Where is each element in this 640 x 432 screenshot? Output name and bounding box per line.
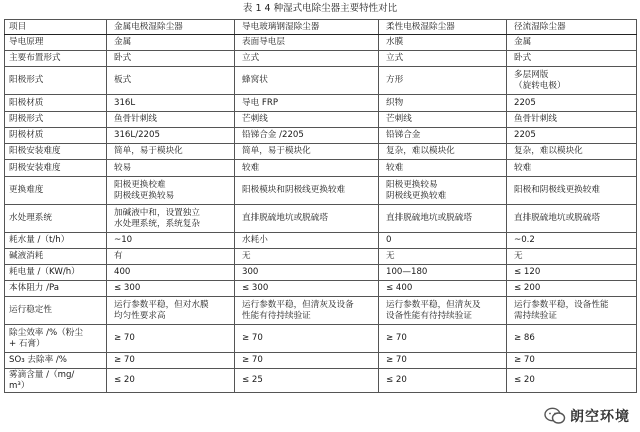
row-label-cell: 水处理系统 bbox=[5, 205, 107, 233]
table-cell: 金属 bbox=[107, 35, 235, 51]
table-cell: 芒刺线 bbox=[235, 112, 379, 128]
row-label-cell: 阳极安装难度 bbox=[5, 144, 107, 160]
table-cell: 阳极和阴极线更换较难 bbox=[507, 177, 637, 205]
table-cell: ≤ 20 bbox=[507, 369, 637, 393]
table-cell: ≥ 70 bbox=[107, 353, 235, 369]
row-label-cell: 更换难度 bbox=[5, 177, 107, 205]
table-cell: 无 bbox=[507, 249, 637, 265]
table-cell: 较难 bbox=[379, 160, 507, 177]
row-label-cell: 阴极形式 bbox=[5, 112, 107, 128]
table-cell: 芒刺线 bbox=[379, 112, 507, 128]
table-cell: 立式 bbox=[379, 51, 507, 67]
header-cell: 项目 bbox=[5, 20, 107, 35]
row-label-cell: 阴极材质 bbox=[5, 128, 107, 144]
table-cell: 阳极更换校难 阴极线更换较易 bbox=[107, 177, 235, 205]
table-cell: ≥ 70 bbox=[379, 325, 507, 353]
table-cell: ≥ 86 bbox=[507, 325, 637, 353]
table-cell: ≤ 300 bbox=[107, 281, 235, 297]
table-cell: 阳极模块和阴极线更换较难 bbox=[235, 177, 379, 205]
table-cell: 直排脱硫地坑或脱硫塔 bbox=[379, 205, 507, 233]
table-cell: ≥ 70 bbox=[507, 353, 637, 369]
row-label-cell: 耗水量 /（t/h） bbox=[5, 233, 107, 249]
row-label-cell: 导电原理 bbox=[5, 35, 107, 51]
table-row bbox=[5, 265, 637, 281]
table-cell: 简单，易于模块化 bbox=[107, 144, 235, 160]
table-cell: 较难 bbox=[235, 160, 379, 177]
table-cell: 2205 bbox=[507, 95, 637, 112]
table-cell: 导电 FRP bbox=[235, 95, 379, 112]
table-cell: ≤ 20 bbox=[379, 369, 507, 393]
table-row bbox=[5, 233, 637, 249]
table-cell: 较易 bbox=[107, 160, 235, 177]
table-row bbox=[5, 144, 637, 160]
table-cell: 无 bbox=[235, 249, 379, 265]
table-cell: 运行参数平稳，但清灰及设备 性能有待持续验证 bbox=[235, 297, 379, 325]
table-cell: ≤ 120 bbox=[507, 265, 637, 281]
comparison-table bbox=[4, 19, 637, 393]
table-cell: ≥ 70 bbox=[235, 325, 379, 353]
table-cell: 400 bbox=[107, 265, 235, 281]
table-cell: ~0.2 bbox=[507, 233, 637, 249]
table-cell: 简单，易于模块化 bbox=[235, 144, 379, 160]
table-row bbox=[5, 177, 637, 205]
table-cell: 316L bbox=[107, 95, 235, 112]
table-cell: 2205 bbox=[507, 128, 637, 144]
table-cell: 水耗小 bbox=[235, 233, 379, 249]
row-label-cell: 雾滴含量 /（mg/ m³） bbox=[5, 369, 107, 393]
row-label-cell: 阴极安装难度 bbox=[5, 160, 107, 177]
watermark bbox=[540, 404, 634, 428]
row-label-cell: 运行稳定性 bbox=[5, 297, 107, 325]
table-row bbox=[5, 95, 637, 112]
row-label-cell: 碱液消耗 bbox=[5, 249, 107, 265]
table-cell: 运行参数平稳，但清灰及 设备性能有待持续验证 bbox=[379, 297, 507, 325]
table-row bbox=[5, 249, 637, 265]
table-cell: ≤ 400 bbox=[379, 281, 507, 297]
table-cell: 立式 bbox=[235, 51, 379, 67]
table-cell: 无 bbox=[379, 249, 507, 265]
table-cell: ≤ 20 bbox=[107, 369, 235, 393]
table-cell: 直排脱硫地坑或脱硫塔 bbox=[507, 205, 637, 233]
row-label-cell: 阳极形式 bbox=[5, 67, 107, 95]
table-row bbox=[5, 128, 637, 144]
table-header-row bbox=[5, 20, 637, 35]
table-row bbox=[5, 51, 637, 67]
table-cell: 复杂，难以模块化 bbox=[379, 144, 507, 160]
table-cell: ≥ 70 bbox=[107, 325, 235, 353]
table-row bbox=[5, 353, 637, 369]
table-cell: 方形 bbox=[379, 67, 507, 95]
table-cell: 多层网版 （旋转电极） bbox=[507, 67, 637, 95]
table-cell: 鱼骨针刺线 bbox=[107, 112, 235, 128]
table-cell: 316L/2205 bbox=[107, 128, 235, 144]
table-row bbox=[5, 67, 637, 95]
table-cell: 运行参数平稳，设备性能 需持续验证 bbox=[507, 297, 637, 325]
row-label-cell: 主要布置形式 bbox=[5, 51, 107, 67]
row-label-cell: 阳极材质 bbox=[5, 95, 107, 112]
table-cell: ≥ 70 bbox=[379, 353, 507, 369]
table-row bbox=[5, 369, 637, 393]
wechat-icon bbox=[544, 407, 566, 425]
table-cell: 阳极更换较易 阴极线更换较难 bbox=[379, 177, 507, 205]
table-cell: 运行参数平稳，但对水膜 均匀性要求高 bbox=[107, 297, 235, 325]
row-label-cell: 除尘效率 /%（粉尘 + 石膏） bbox=[5, 325, 107, 353]
table-row bbox=[5, 297, 637, 325]
table-row bbox=[5, 325, 637, 353]
table-cell: 直排脱硫地坑或脱硫塔 bbox=[235, 205, 379, 233]
row-label-cell: SO₃ 去除率 /% bbox=[5, 353, 107, 369]
table-row bbox=[5, 160, 637, 177]
table-cell: 水膜 bbox=[379, 35, 507, 51]
table-cell: 复杂，难以模块化 bbox=[507, 144, 637, 160]
header-cell: 导电玻璃钢湿除尘器 bbox=[235, 20, 379, 35]
table-row bbox=[5, 35, 637, 51]
table-cell: 铅锑合金 bbox=[379, 128, 507, 144]
table-row bbox=[5, 281, 637, 297]
table-cell: 卧式 bbox=[507, 51, 637, 67]
table-cell: 有 bbox=[107, 249, 235, 265]
table-cell: ≤ 200 bbox=[507, 281, 637, 297]
header-cell: 柔性电极湿除尘器 bbox=[379, 20, 507, 35]
table-cell: ≥ 70 bbox=[235, 353, 379, 369]
table-cell: ~10 bbox=[107, 233, 235, 249]
row-label-cell: 本体阻力 /Pa bbox=[5, 281, 107, 297]
header-cell: 径流湿除尘器 bbox=[507, 20, 637, 35]
table-cell: 0 bbox=[379, 233, 507, 249]
table-cell: 金属 bbox=[507, 35, 637, 51]
table-cell: 表面导电层 bbox=[235, 35, 379, 51]
table-cell: 鱼骨针刺线 bbox=[507, 112, 637, 128]
row-label-cell: 耗电量 /（KW/h） bbox=[5, 265, 107, 281]
header-cell: 金属电极湿除尘器 bbox=[107, 20, 235, 35]
table-cell: 300 bbox=[235, 265, 379, 281]
table-cell: 蜂窝状 bbox=[235, 67, 379, 95]
table-cell: 板式 bbox=[107, 67, 235, 95]
table-cell: 铅锑合金 /2205 bbox=[235, 128, 379, 144]
table-cell: 加碱液中和，设置独立 水处理系统，系统复杂 bbox=[107, 205, 235, 233]
table-row bbox=[5, 112, 637, 128]
table-cell: ≤ 300 bbox=[235, 281, 379, 297]
table-cell: 织物 bbox=[379, 95, 507, 112]
watermark-text: 朗空环境 bbox=[570, 409, 630, 425]
table-caption: 表 1 4 种湿式电除尘器主要特性对比 bbox=[242, 3, 398, 14]
table-cell: 较难 bbox=[507, 160, 637, 177]
table-cell: ≤ 25 bbox=[235, 369, 379, 393]
table-cell: 卧式 bbox=[107, 51, 235, 67]
table-row bbox=[5, 205, 637, 233]
table-cell: 100—180 bbox=[379, 265, 507, 281]
